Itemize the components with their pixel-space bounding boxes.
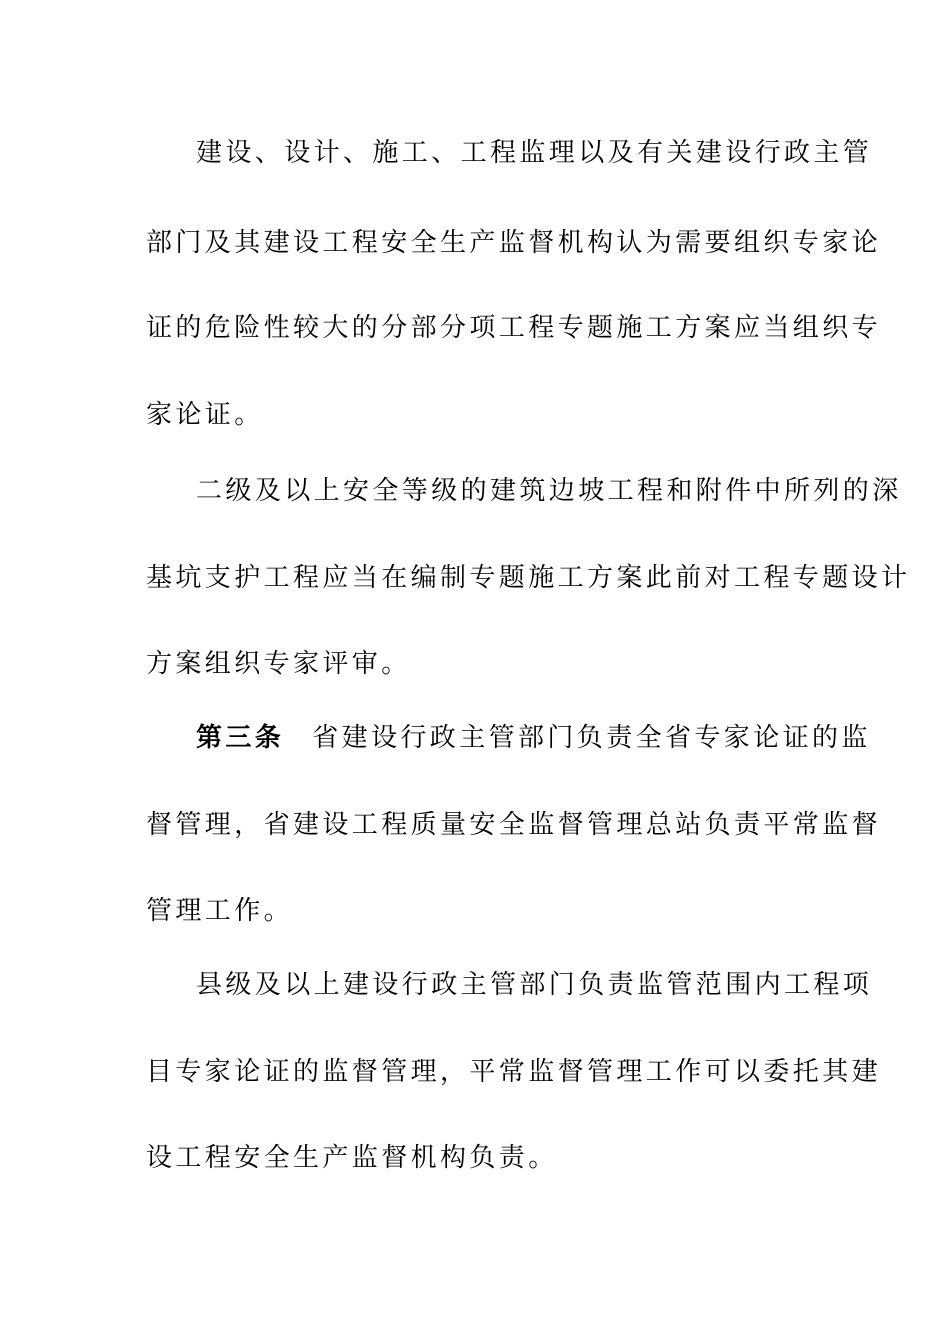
paragraph-1-line-1: 建设、设计、施工、工程监理以及有关建设行政主管 [196, 138, 873, 168]
article-3-first-line [196, 721, 871, 755]
paragraph-4-line-1: 县级及以上建设行政主管部门负责监管范围内工程项 [196, 970, 873, 1000]
paragraph-1-line-2: 部门及其建设工程安全生产监督机构认为需要组织专家论 [146, 228, 882, 258]
article-label: 第三条 [196, 723, 285, 753]
paragraph-1-line-3: 证的危险性较大的分部分项工程专题施工方案应当组织专 [146, 313, 882, 343]
paragraph-2-line-1: 二级及以上安全等级的建筑边坡工程和附件中所列的深 [196, 476, 902, 506]
paragraph-4-line-2: 目专家论证的监督管理，平常监督管理工作可以委托其建 [146, 1057, 882, 1087]
paragraph-3-line-3: 管理工作。 [146, 896, 294, 926]
paragraph-2-line-3: 方案组织专家评审。 [146, 649, 411, 679]
paragraph-1-line-4: 家论证。 [146, 400, 264, 430]
paragraph-2-line-2: 基坑支护工程应当在编制专题施工方案此前对工程专题设计 [146, 563, 911, 593]
paragraph-4-line-3: 设工程安全生产监督机构负责。 [146, 1143, 558, 1173]
paragraph-3-line-2: 督管理，省建设工程质量安全监督管理总站负责平常监督 [146, 810, 882, 840]
article-3-line-1-text: 省建设行政主管部门负责全省专家论证的监 [312, 723, 871, 753]
